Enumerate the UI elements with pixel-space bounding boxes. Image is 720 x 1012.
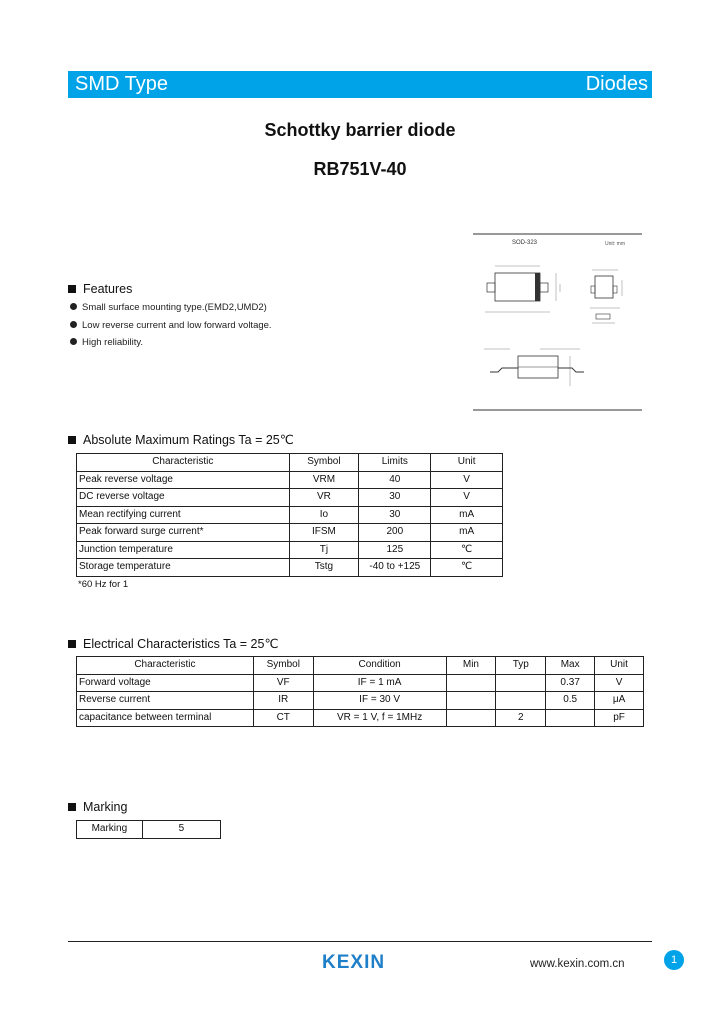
table-header-cell: Unit bbox=[595, 657, 644, 675]
abs-max-table bbox=[76, 453, 503, 577]
page-number-badge: 1 bbox=[664, 950, 684, 970]
table-cell: Tstg bbox=[289, 559, 359, 577]
table-row bbox=[77, 709, 644, 727]
table-cell: ℃ bbox=[431, 541, 503, 559]
table-cell: 0.5 bbox=[546, 692, 595, 710]
table-cell: 30 bbox=[359, 489, 431, 507]
table-cell bbox=[446, 692, 496, 710]
header-category: SMD Type bbox=[75, 73, 168, 95]
table-header-cell: Condition bbox=[313, 657, 446, 675]
table-row bbox=[77, 674, 644, 692]
table-cell: ℃ bbox=[431, 559, 503, 577]
table-cell: 200 bbox=[359, 524, 431, 542]
table-cell: 30 bbox=[359, 506, 431, 524]
section-square-icon bbox=[68, 640, 76, 648]
table-cell bbox=[446, 709, 496, 727]
table-cell: 125 bbox=[359, 541, 431, 559]
table-cell: VR bbox=[289, 489, 359, 507]
marking-heading: Marking bbox=[68, 800, 127, 814]
table-cell bbox=[496, 692, 546, 710]
elec-table bbox=[76, 656, 644, 727]
feature-item: High reliability. bbox=[70, 337, 143, 348]
table-row bbox=[77, 524, 503, 542]
table-cell: VRM bbox=[289, 471, 359, 489]
table-header-cell: Max bbox=[546, 657, 595, 675]
table-cell: Peak forward surge current* bbox=[77, 524, 290, 542]
table-cell: 5 bbox=[142, 821, 220, 839]
table-cell: 0.37 bbox=[546, 674, 595, 692]
table-cell: mA bbox=[431, 524, 503, 542]
abs-max-footnote: *60 Hz for 1 bbox=[78, 579, 129, 590]
table-cell: VF bbox=[253, 674, 313, 692]
table-row bbox=[77, 692, 644, 710]
table-cell bbox=[496, 674, 546, 692]
table-header-cell: Unit bbox=[431, 454, 503, 472]
table-cell: Mean rectifying current bbox=[77, 506, 290, 524]
table-cell: V bbox=[431, 489, 503, 507]
table-cell: Junction temperature bbox=[77, 541, 290, 559]
table-cell: mA bbox=[431, 506, 503, 524]
table-header-cell: Characteristic bbox=[77, 454, 290, 472]
bullet-icon bbox=[70, 321, 77, 328]
marking-table bbox=[76, 820, 221, 839]
table-cell bbox=[446, 674, 496, 692]
section-square-icon bbox=[68, 803, 76, 811]
elec-heading: Electrical Characteristics Ta = 25℃ bbox=[68, 636, 278, 651]
table-header-cell: Min bbox=[446, 657, 496, 675]
table-header-row bbox=[77, 657, 644, 675]
table-cell: -40 to +125 bbox=[359, 559, 431, 577]
table-row bbox=[77, 821, 221, 839]
section-square-icon bbox=[68, 436, 76, 444]
feature-item: Small surface mounting type.(EMD2,UMD2) bbox=[70, 302, 267, 313]
table-cell: IF = 1 mA bbox=[313, 674, 446, 692]
table-cell: IFSM bbox=[289, 524, 359, 542]
table-cell: DC reverse voltage bbox=[77, 489, 290, 507]
bullet-icon bbox=[70, 338, 77, 345]
table-cell: Storage temperature bbox=[77, 559, 290, 577]
table-cell: Marking bbox=[77, 821, 143, 839]
table-cell: Io bbox=[289, 506, 359, 524]
section-square-icon bbox=[68, 285, 76, 293]
kexin-logo: KEXIN bbox=[322, 952, 386, 973]
table-cell: Reverse current bbox=[77, 692, 254, 710]
table-header-cell: Characteristic bbox=[77, 657, 254, 675]
table-row bbox=[77, 559, 503, 577]
table-header-cell: Typ bbox=[496, 657, 546, 675]
table-row bbox=[77, 471, 503, 489]
header-type: Diodes bbox=[585, 73, 648, 95]
package-outline-drawing bbox=[470, 228, 645, 414]
table-cell: 2 bbox=[496, 709, 546, 727]
table-cell: VR = 1 V, f = 1MHz bbox=[313, 709, 446, 727]
table-cell: CT bbox=[253, 709, 313, 727]
table-cell: V bbox=[595, 674, 644, 692]
header-banner bbox=[68, 71, 652, 98]
table-cell: pF bbox=[595, 709, 644, 727]
footer-divider bbox=[68, 941, 652, 942]
table-header-cell: Symbol bbox=[289, 454, 359, 472]
table-cell: capacitance between terminal bbox=[77, 709, 254, 727]
table-cell: IR bbox=[253, 692, 313, 710]
table-cell: μA bbox=[595, 692, 644, 710]
feature-item: Low reverse current and low forward voltage. bbox=[70, 320, 272, 331]
abs-max-heading: Absolute Maximum Ratings Ta = 25℃ bbox=[68, 432, 294, 447]
table-cell: IF = 30 V bbox=[313, 692, 446, 710]
table-row bbox=[77, 506, 503, 524]
table-cell: 40 bbox=[359, 471, 431, 489]
package-name: SOD-323 bbox=[512, 240, 538, 246]
table-cell bbox=[546, 709, 595, 727]
part-number: RB751V-40 bbox=[313, 159, 407, 179]
table-header-row bbox=[77, 454, 503, 472]
package-units: Unit: mm bbox=[605, 241, 625, 247]
footer-url[interactable]: www.kexin.com.cn bbox=[530, 958, 625, 970]
table-row bbox=[77, 541, 503, 559]
table-cell: Peak reverse voltage bbox=[77, 471, 290, 489]
table-cell: V bbox=[431, 471, 503, 489]
page-title: Schottky barrier diode bbox=[264, 120, 456, 140]
table-header-cell: Limits bbox=[359, 454, 431, 472]
table-cell: Forward voltage bbox=[77, 674, 254, 692]
bullet-icon bbox=[70, 303, 77, 310]
features-heading: Features bbox=[68, 282, 132, 296]
table-row bbox=[77, 489, 503, 507]
table-header-cell: Symbol bbox=[253, 657, 313, 675]
table-cell: Tj bbox=[289, 541, 359, 559]
